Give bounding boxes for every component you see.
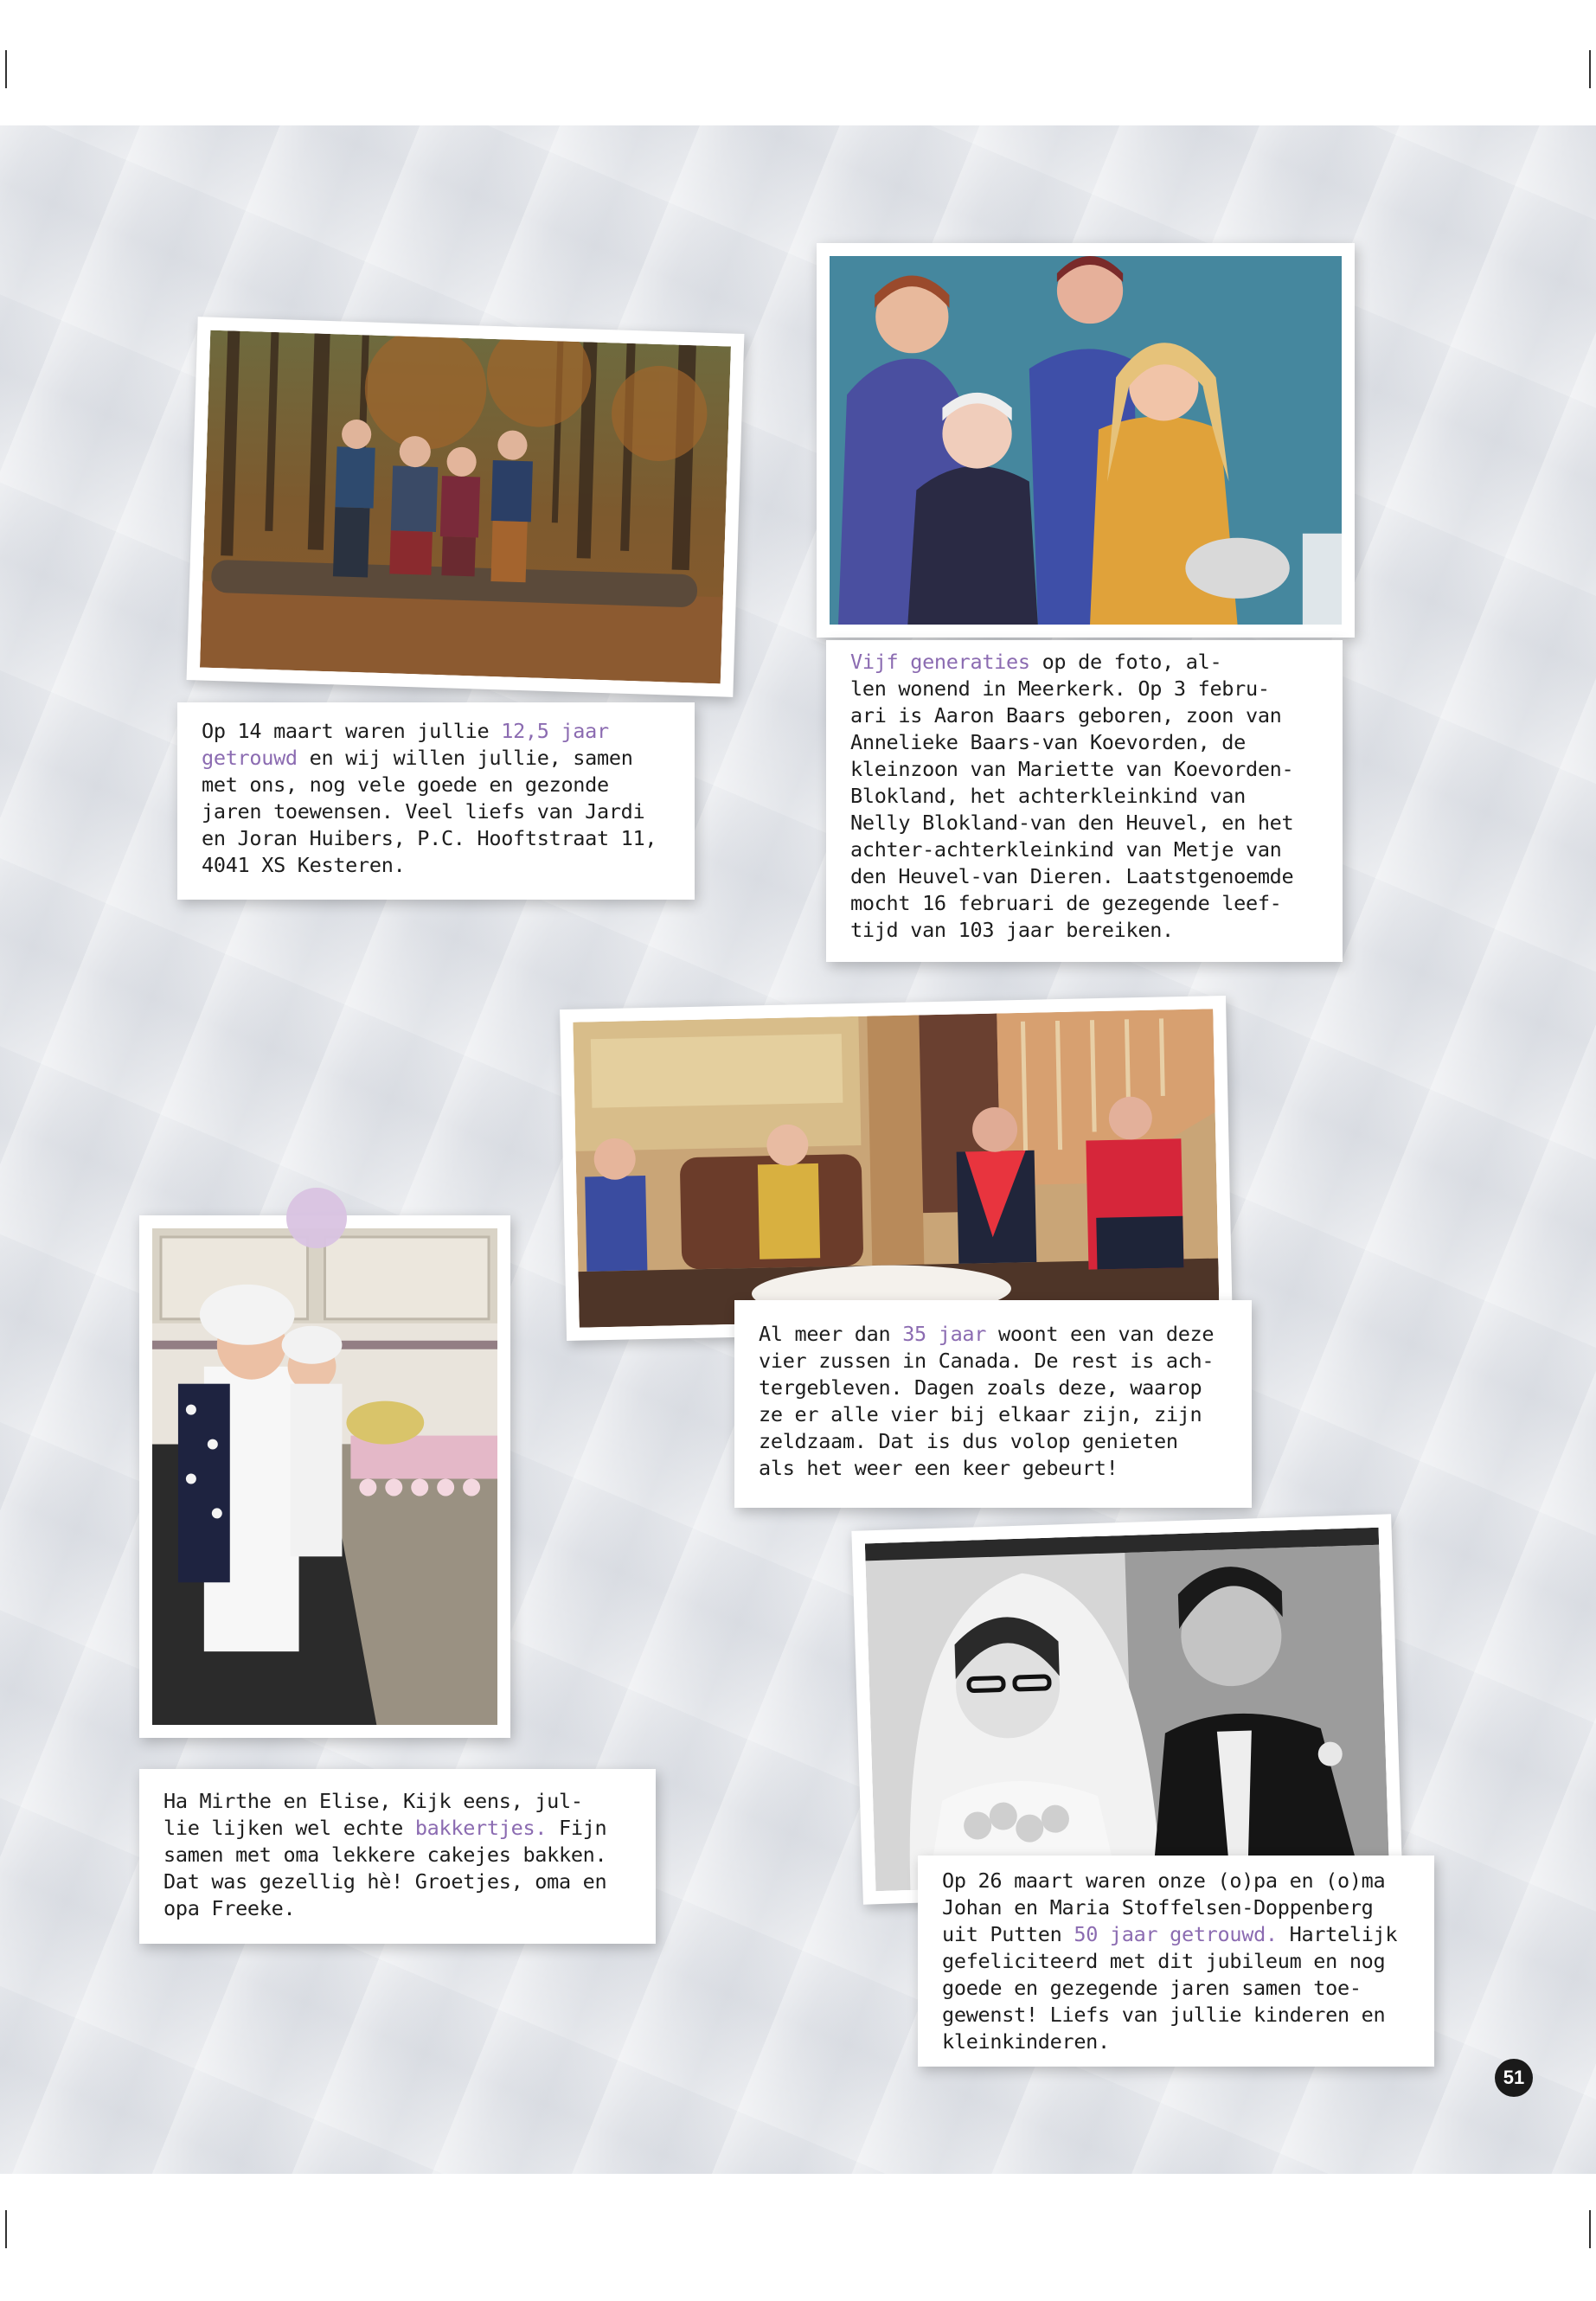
caption-line bbox=[202, 825, 672, 852]
pin-dot bbox=[286, 1188, 347, 1248]
caption-text: Hartelijk bbox=[1277, 1922, 1398, 1946]
caption-line bbox=[850, 756, 1320, 783]
caption-text: len wonend in Meerkerk. Op 3 febru- bbox=[850, 676, 1270, 701]
caption-line bbox=[202, 718, 672, 745]
caption-line bbox=[942, 1975, 1412, 2002]
caption-line bbox=[202, 772, 672, 798]
caption-anniversary-12-5 bbox=[177, 702, 695, 900]
caption-text: lie lijken wel echte bbox=[163, 1816, 415, 1840]
crop-mark bbox=[5, 2210, 7, 2248]
caption-line bbox=[759, 1401, 1229, 1428]
caption-line bbox=[850, 917, 1320, 944]
caption-text: Ha Mirthe en Elise, Kijk eens, jul- bbox=[163, 1789, 583, 1813]
highlighted-text: getrouwd bbox=[202, 746, 298, 770]
caption-line bbox=[759, 1455, 1229, 1482]
caption-text: als het weer een keer gebeurt! bbox=[759, 1456, 1118, 1480]
caption-text: en wij willen jullie, samen bbox=[297, 746, 633, 770]
caption-text: met ons, nog vele goede en gezonde bbox=[202, 772, 609, 797]
caption-text: jaren toewensen. Veel liefs van Jardi bbox=[202, 799, 645, 824]
caption-text: kleinzoon van Mariette van Koevorden- bbox=[850, 757, 1294, 781]
caption-line bbox=[759, 1375, 1229, 1401]
caption-line bbox=[163, 1868, 633, 1895]
highlighted-text: 35 jaar bbox=[902, 1322, 987, 1346]
caption-text: Op 14 maart waren jullie bbox=[202, 719, 502, 743]
crop-mark bbox=[5, 50, 7, 88]
photo-children-baking bbox=[139, 1215, 510, 1738]
caption-line bbox=[202, 798, 672, 825]
highlighted-text: bakkertjes. bbox=[414, 1816, 548, 1840]
caption-text: en Joran Huibers, P.C. Hooftstraat 11, bbox=[202, 826, 657, 850]
caption-line bbox=[850, 836, 1320, 863]
caption-line bbox=[850, 676, 1320, 702]
caption-line bbox=[942, 2029, 1412, 2055]
caption-text: Johan en Maria Stoffelsen-Doppenberg bbox=[942, 1895, 1374, 1920]
caption-text: goede en gezegende jaren samen toe- bbox=[942, 1976, 1362, 2000]
caption-text: den Heuvel-van Dieren. Laatstgenoemde bbox=[850, 864, 1294, 888]
caption-line bbox=[942, 1894, 1412, 1921]
caption-line bbox=[942, 1921, 1412, 1948]
caption-text: Op 26 maart waren onze (o)pa en (o)ma bbox=[942, 1868, 1386, 1893]
caption-bakkertjes bbox=[139, 1769, 656, 1944]
caption-text: achter-achterkleinkind van Metje van bbox=[850, 837, 1282, 862]
caption-text: tergebleven. Dagen zoals deze, waarop bbox=[759, 1375, 1202, 1400]
photo-family-forest bbox=[187, 317, 745, 697]
caption-text: ze er alle vier bij elkaar zijn, zijn bbox=[759, 1402, 1202, 1426]
caption-line bbox=[942, 1948, 1412, 1975]
caption-text: opa Freeke. bbox=[163, 1896, 296, 1920]
photo-five-generations bbox=[817, 243, 1355, 638]
caption-line bbox=[163, 1788, 633, 1815]
caption-text: kleinkinderen. bbox=[942, 2029, 1110, 2054]
caption-text: op de foto, al- bbox=[1029, 650, 1222, 674]
caption-line bbox=[942, 1868, 1412, 1894]
caption-line bbox=[759, 1348, 1229, 1375]
caption-text: Blokland, het achterkleinkind van bbox=[850, 784, 1246, 808]
caption-line bbox=[850, 649, 1320, 676]
caption-text: tijd van 103 jaar bereiken. bbox=[850, 918, 1174, 942]
caption-five-generations bbox=[826, 640, 1343, 962]
wedding-image bbox=[865, 1528, 1389, 1891]
caption-line bbox=[202, 745, 672, 772]
photo-four-sisters bbox=[560, 996, 1233, 1341]
caption-line bbox=[850, 702, 1320, 729]
caption-text: ari is Aaron Baars geboren, zoon van bbox=[850, 703, 1282, 727]
caption-four-sisters bbox=[734, 1300, 1252, 1508]
crop-mark bbox=[1589, 50, 1591, 88]
caption-line bbox=[163, 1895, 633, 1922]
caption-line bbox=[163, 1815, 633, 1842]
caption-text: samen met oma lekkere cakejes bakken. bbox=[163, 1843, 607, 1867]
caption-line bbox=[850, 890, 1320, 917]
caption-line bbox=[202, 852, 672, 879]
family-forest-image bbox=[200, 330, 731, 684]
caption-fifty-years bbox=[918, 1856, 1434, 2067]
caption-line bbox=[850, 729, 1320, 756]
caption-text: 4041 XS Kesteren. bbox=[202, 853, 406, 877]
highlighted-text: 50 jaar getrouwd. bbox=[1074, 1922, 1278, 1946]
caption-line bbox=[942, 2002, 1412, 2029]
photo-wedding bbox=[851, 1514, 1402, 1904]
caption-line bbox=[850, 783, 1320, 810]
caption-line bbox=[759, 1428, 1229, 1455]
caption-text: Fijn bbox=[547, 1816, 607, 1840]
caption-text: gefeliciteerd met dit jubileum en nog bbox=[942, 1949, 1386, 1973]
children-baking-image bbox=[152, 1228, 497, 1725]
highlighted-text: 12,5 jaar bbox=[501, 719, 609, 743]
caption-line bbox=[850, 810, 1320, 836]
caption-text: mocht 16 februari de gezegende leef- bbox=[850, 891, 1282, 915]
caption-text: uit Putten bbox=[942, 1922, 1074, 1946]
caption-text: woont een van deze bbox=[986, 1322, 1215, 1346]
caption-text: Dat was gezellig hè! Groetjes, oma en bbox=[163, 1869, 607, 1894]
caption-line bbox=[850, 863, 1320, 890]
caption-line bbox=[759, 1321, 1229, 1348]
highlighted-text: Vijf generaties bbox=[850, 650, 1030, 674]
caption-text: vier zussen in Canada. De rest is ach- bbox=[759, 1349, 1215, 1373]
caption-text: Annelieke Baars-van Koevorden, de bbox=[850, 730, 1246, 754]
caption-text: Nelly Blokland-van den Heuvel, en het bbox=[850, 811, 1294, 835]
crop-mark bbox=[1589, 2210, 1591, 2248]
five-generations-image bbox=[830, 256, 1342, 625]
caption-text: Al meer dan bbox=[759, 1322, 903, 1346]
caption-text: gewenst! Liefs van jullie kinderen en bbox=[942, 2003, 1386, 2027]
four-sisters-image bbox=[573, 1009, 1219, 1327]
page-number: 51 bbox=[1495, 2059, 1533, 2097]
caption-text: zeldzaam. Dat is dus volop genieten bbox=[759, 1429, 1178, 1453]
caption-line bbox=[163, 1842, 633, 1868]
